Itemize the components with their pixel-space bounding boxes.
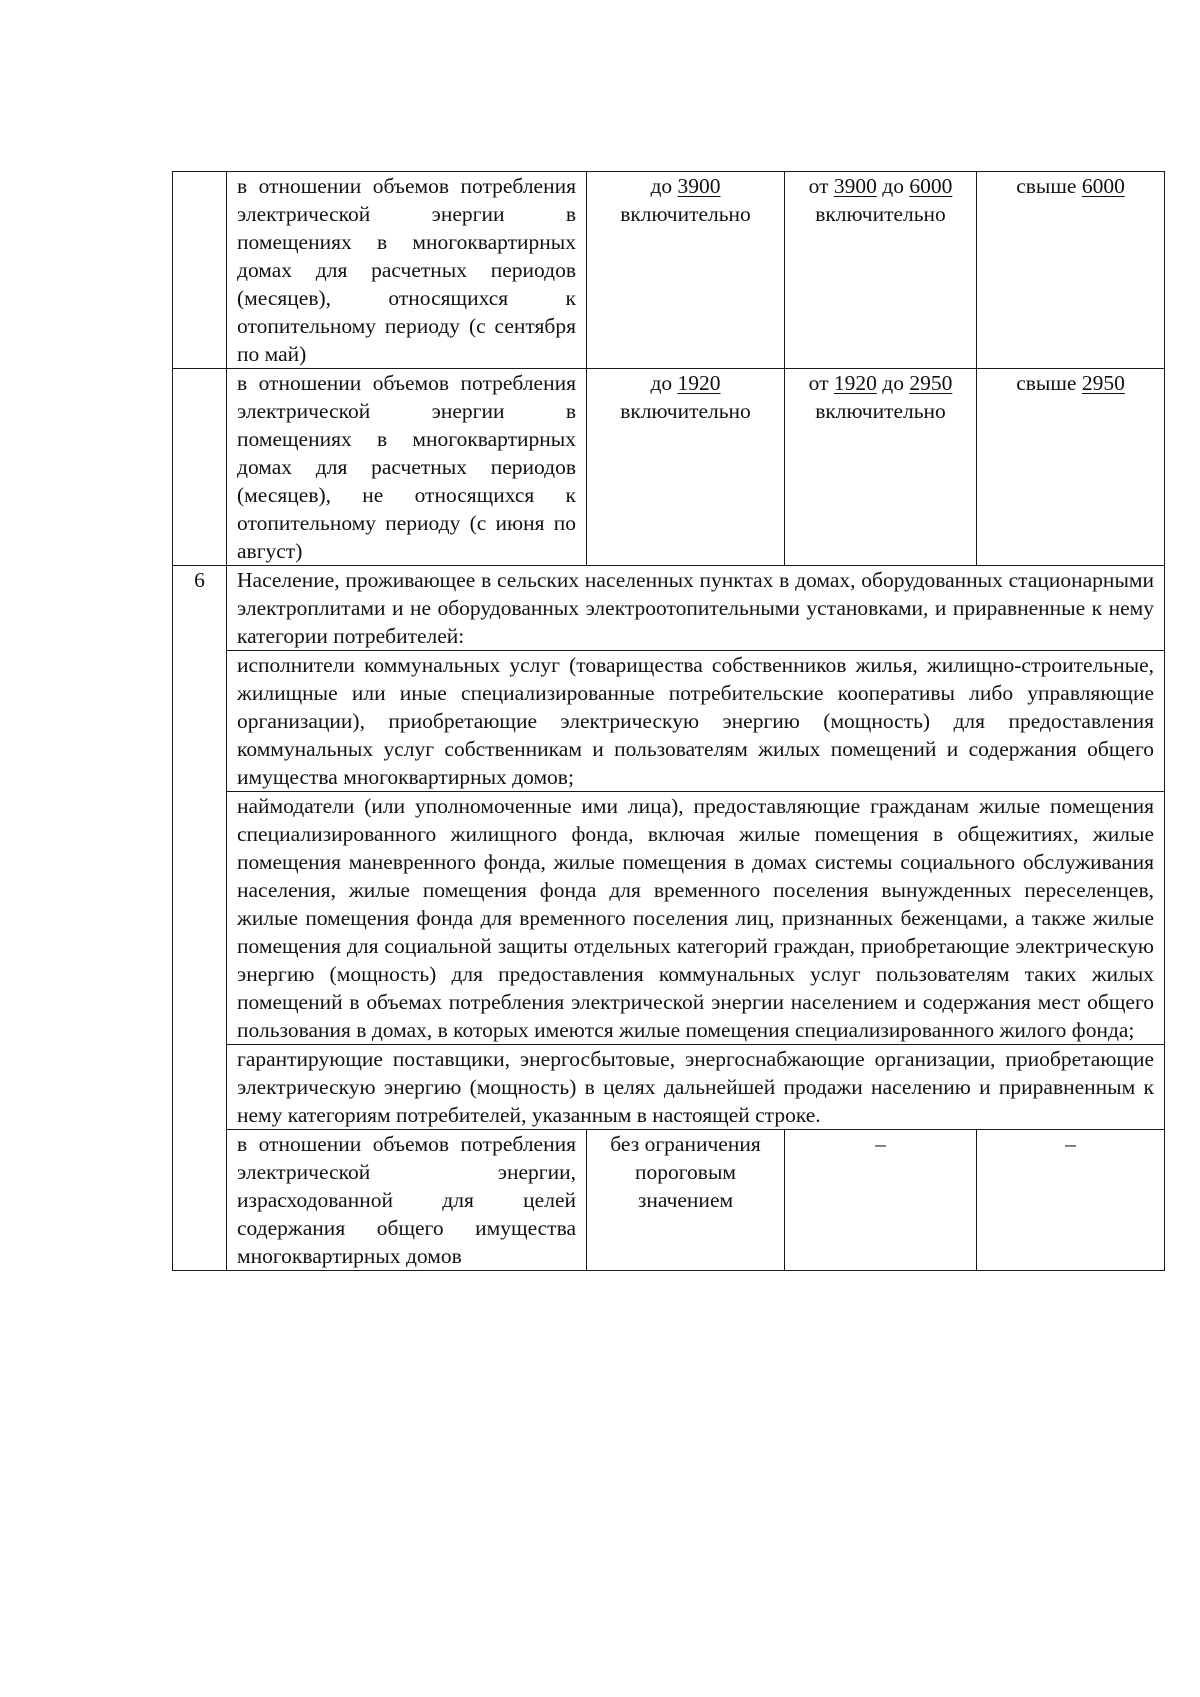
threshold-prefix: от (808, 174, 829, 198)
row-description: в отношении объемов потребления электрической энергии, израсходованной для целей содержания общего имущества многоквартирных домов (227, 1130, 587, 1271)
section-heading (227, 566, 1165, 651)
section-row (173, 1045, 1165, 1130)
table-row (173, 1130, 1165, 1271)
row-number-cell (173, 172, 227, 369)
threshold-mid-word: до (882, 174, 904, 198)
section-row (173, 792, 1165, 1045)
dash-mark: – (1065, 1132, 1076, 1156)
section-paragraph (227, 1045, 1165, 1130)
threshold-low-cell (587, 172, 785, 369)
threshold-suffix: включительно (620, 202, 751, 226)
threshold-value: 2950 (1081, 371, 1125, 395)
threshold-high-cell (977, 369, 1165, 566)
section-heading-text: Население, проживающее в сельских населенных пунктах в домах, оборудованных стационарными электроплитами и не оборудованных электроотопительными установками, и приравненные к нему категории потребителей: (237, 568, 1154, 648)
section-paragraph-text: гарантирующие поставщики, энергосбытовые, энергоснабжающие организации, приобретающие электрическую энергию (мощность) в целях дальнейшей продажи населению и приравненным к нему категориям потребителей, указанным в настоящей строке. (237, 1047, 1154, 1127)
section-row (173, 651, 1165, 792)
threshold-from-value: 3900 (833, 174, 877, 198)
section-number: 6 (173, 566, 227, 1271)
threshold-low-cell (587, 1130, 785, 1271)
threshold-mid-word: до (882, 371, 904, 395)
threshold-prefix: до (650, 371, 673, 395)
row-description: в отношении объемов потребления электрической энергии в помещениях в многоквартирных домах для расчетных периодов (месяцев), не относящихся к отопительному периоду (с июня по август) (227, 369, 587, 566)
table-row (173, 172, 1165, 369)
threshold-low-cell (587, 369, 785, 566)
threshold-value: 1920 (677, 371, 721, 395)
threshold-mid-cell (785, 1130, 977, 1271)
threshold-prefix: до (650, 174, 673, 198)
section-paragraph (227, 651, 1165, 792)
threshold-prefix: от (808, 371, 829, 395)
threshold-high-cell (977, 1130, 1165, 1271)
threshold-mid-cell (785, 369, 977, 566)
row-number-cell (173, 369, 227, 566)
threshold-high-cell (977, 172, 1165, 369)
section-row (173, 566, 1165, 651)
threshold-to-value: 2950 (909, 371, 953, 395)
dash-mark: – (875, 1132, 886, 1156)
threshold-to-value: 6000 (909, 174, 953, 198)
threshold-suffix: включительно (815, 399, 946, 423)
table-row (173, 369, 1165, 566)
section-paragraph-text: наймодатели (или уполномоченные ими лица), предоставляющие гражданам жилые помещения специализированного жилищного фонда, включая жилые помещения в общежитиях, жилые помещения маневренного фонда, жилые помещения в домах системы социального обслуживания населения, жилые помещения фонда для временного поселения вынужденных переселенцев, жилые помещения фонда для временного поселения лиц, признанных беженцами, а также жилые помещения для социальной защиты отдельных категорий граждан, приобретающие электрическую энергию (мощность) для предоставления коммунальных услуг пользователям таких жилых помещений в объемах потребления электрической энергии населением и содержания мест общего пользования в домах, в которых имеются жилые помещения специализированного жилого фонда; (237, 794, 1154, 1042)
tariff-table (172, 171, 1165, 1271)
threshold-suffix: включительно (620, 399, 751, 423)
threshold-value: 3900 (677, 174, 721, 198)
section-paragraph-text: исполнители коммунальных услуг (товарищества собственников жилья, жилищно-строительные, жилищные или иные специализированные потребительские кооперативы либо управляющие организации), приобретающие электрическую энергию (мощность) для предоставления коммунальных услуг собственникам и пользователям жилых помещений и содержания общего имущества многоквартирных домов; (237, 653, 1154, 789)
threshold-from-value: 1920 (833, 371, 877, 395)
threshold-suffix: включительно (815, 202, 946, 226)
threshold-prefix: свыше (1016, 174, 1077, 198)
threshold-prefix: свыше (1016, 371, 1077, 395)
row-description: в отношении объемов потребления электрической энергии в помещениях в многоквартирных домах для расчетных периодов (месяцев), относящихся к отопительному периоду (с сентября по май) (227, 172, 587, 369)
threshold-value: 6000 (1081, 174, 1125, 198)
section-paragraph (227, 792, 1165, 1045)
threshold-text: без ограничения пороговым значением (610, 1132, 761, 1212)
threshold-mid-cell (785, 172, 977, 369)
